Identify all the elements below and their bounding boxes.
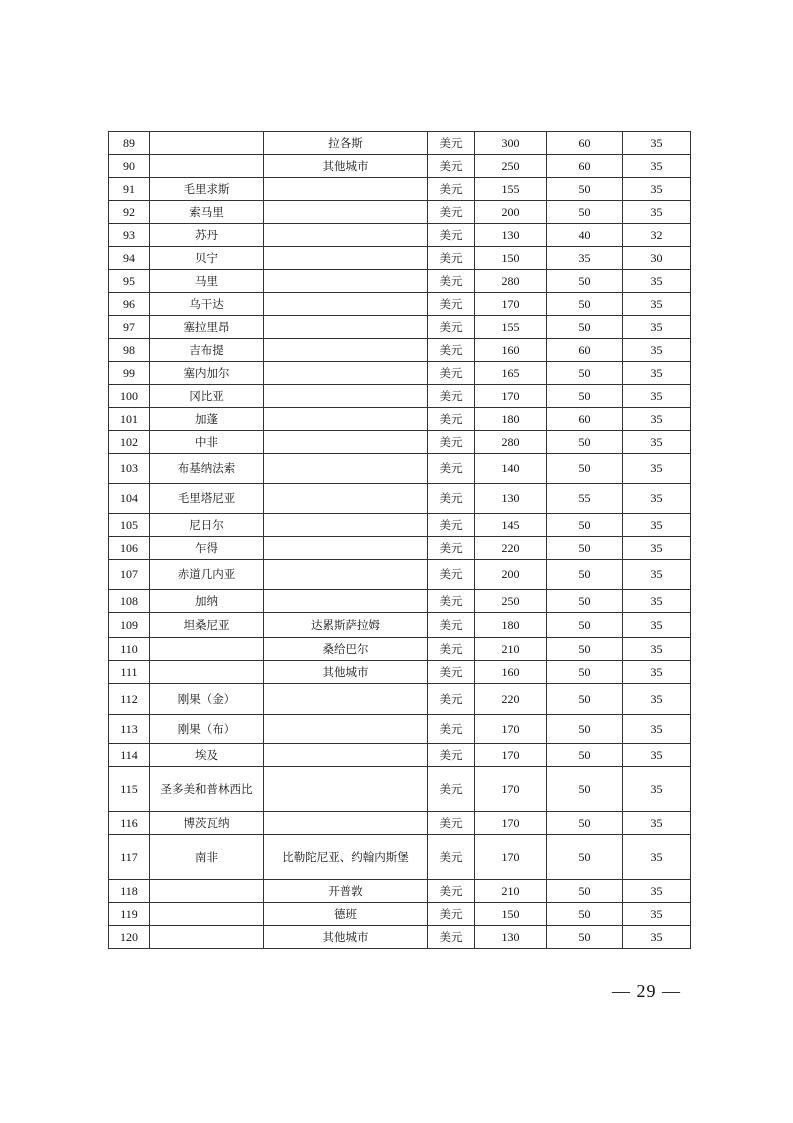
table-row [109, 339, 691, 362]
row-number: 100 [109, 385, 150, 408]
country-cell: 尼日尔 [150, 514, 264, 537]
city-cell [264, 316, 428, 339]
country-cell: 中非 [150, 431, 264, 454]
country-cell [150, 926, 264, 949]
row-number: 113 [109, 715, 150, 744]
meal-allowance-cell: 50 [547, 767, 623, 812]
row-number: 103 [109, 454, 150, 484]
accommodation-cell: 130 [475, 224, 547, 247]
currency-cell: 美元 [428, 903, 475, 926]
accommodation-cell: 250 [475, 155, 547, 178]
currency-cell: 美元 [428, 812, 475, 835]
row-number: 90 [109, 155, 150, 178]
city-cell: 其他城市 [264, 155, 428, 178]
currency-cell: 美元 [428, 661, 475, 684]
row-number: 120 [109, 926, 150, 949]
row-number: 109 [109, 613, 150, 638]
meal-allowance-cell: 50 [547, 293, 623, 316]
meal-allowance-cell: 55 [547, 484, 623, 514]
city-cell: 达累斯萨拉姆 [264, 613, 428, 638]
table-row [109, 903, 691, 926]
misc-allowance-cell: 35 [623, 385, 691, 408]
table-row [109, 560, 691, 590]
meal-allowance-cell: 50 [547, 560, 623, 590]
meal-allowance-cell: 50 [547, 661, 623, 684]
meal-allowance-cell: 50 [547, 744, 623, 767]
country-cell: 乍得 [150, 537, 264, 560]
city-cell [264, 270, 428, 293]
currency-cell: 美元 [428, 247, 475, 270]
meal-allowance-cell: 60 [547, 408, 623, 431]
row-number: 118 [109, 880, 150, 903]
page-number: — 29 — [612, 981, 681, 1001]
misc-allowance-cell: 35 [623, 638, 691, 661]
city-cell [264, 537, 428, 560]
city-cell [264, 812, 428, 835]
currency-cell: 美元 [428, 835, 475, 880]
table-row [109, 385, 691, 408]
misc-allowance-cell: 35 [623, 812, 691, 835]
row-number: 115 [109, 767, 150, 812]
row-number: 105 [109, 514, 150, 537]
table-row [109, 454, 691, 484]
country-cell: 埃及 [150, 744, 264, 767]
accommodation-cell: 210 [475, 638, 547, 661]
misc-allowance-cell: 30 [623, 247, 691, 270]
country-cell [150, 155, 264, 178]
misc-allowance-cell: 35 [623, 903, 691, 926]
meal-allowance-cell: 35 [547, 247, 623, 270]
country-cell: 刚果（金） [150, 684, 264, 715]
currency-cell: 美元 [428, 431, 475, 454]
country-cell: 南非 [150, 835, 264, 880]
city-cell: 其他城市 [264, 926, 428, 949]
meal-allowance-cell: 50 [547, 684, 623, 715]
accommodation-cell: 170 [475, 835, 547, 880]
accommodation-cell: 170 [475, 293, 547, 316]
city-cell [264, 362, 428, 385]
row-number: 107 [109, 560, 150, 590]
accommodation-cell: 250 [475, 590, 547, 613]
currency-cell: 美元 [428, 590, 475, 613]
table-row [109, 431, 691, 454]
city-cell [264, 484, 428, 514]
allowance-table [108, 131, 691, 949]
meal-allowance-cell: 50 [547, 537, 623, 560]
currency-cell: 美元 [428, 638, 475, 661]
accommodation-cell: 160 [475, 661, 547, 684]
misc-allowance-cell: 35 [623, 293, 691, 316]
country-cell: 赤道几内亚 [150, 560, 264, 590]
misc-allowance-cell: 35 [623, 715, 691, 744]
accommodation-cell: 170 [475, 812, 547, 835]
meal-allowance-cell: 50 [547, 926, 623, 949]
accommodation-cell: 180 [475, 408, 547, 431]
city-cell: 拉各斯 [264, 132, 428, 155]
accommodation-cell: 180 [475, 613, 547, 638]
currency-cell: 美元 [428, 316, 475, 339]
misc-allowance-cell: 35 [623, 132, 691, 155]
country-cell: 吉布提 [150, 339, 264, 362]
misc-allowance-cell: 35 [623, 661, 691, 684]
table-row [109, 715, 691, 744]
row-number: 99 [109, 362, 150, 385]
table-row [109, 880, 691, 903]
city-cell: 桑给巴尔 [264, 638, 428, 661]
meal-allowance-cell: 50 [547, 316, 623, 339]
table-body [109, 132, 691, 949]
country-cell [150, 880, 264, 903]
table-row [109, 362, 691, 385]
row-number: 97 [109, 316, 150, 339]
currency-cell: 美元 [428, 537, 475, 560]
row-number: 108 [109, 590, 150, 613]
currency-cell: 美元 [428, 684, 475, 715]
currency-cell: 美元 [428, 613, 475, 638]
country-cell: 坦桑尼亚 [150, 613, 264, 638]
currency-cell: 美元 [428, 454, 475, 484]
country-cell: 布基纳法索 [150, 454, 264, 484]
accommodation-cell: 150 [475, 247, 547, 270]
table-row [109, 293, 691, 316]
currency-cell: 美元 [428, 385, 475, 408]
meal-allowance-cell: 50 [547, 201, 623, 224]
misc-allowance-cell: 35 [623, 339, 691, 362]
country-cell: 加纳 [150, 590, 264, 613]
meal-allowance-cell: 50 [547, 880, 623, 903]
country-cell: 贝宁 [150, 247, 264, 270]
misc-allowance-cell: 35 [623, 926, 691, 949]
misc-allowance-cell: 35 [623, 613, 691, 638]
table-row [109, 224, 691, 247]
row-number: 94 [109, 247, 150, 270]
row-number: 114 [109, 744, 150, 767]
city-cell [264, 224, 428, 247]
accommodation-cell: 210 [475, 880, 547, 903]
meal-allowance-cell: 50 [547, 270, 623, 293]
table-row [109, 247, 691, 270]
misc-allowance-cell: 35 [623, 431, 691, 454]
accommodation-cell: 170 [475, 385, 547, 408]
country-cell: 刚果（布） [150, 715, 264, 744]
row-number: 102 [109, 431, 150, 454]
accommodation-cell: 150 [475, 903, 547, 926]
accommodation-cell: 165 [475, 362, 547, 385]
table-row [109, 661, 691, 684]
accommodation-cell: 130 [475, 926, 547, 949]
city-cell [264, 201, 428, 224]
country-cell [150, 903, 264, 926]
table-row [109, 590, 691, 613]
row-number: 112 [109, 684, 150, 715]
meal-allowance-cell: 50 [547, 613, 623, 638]
row-number: 101 [109, 408, 150, 431]
misc-allowance-cell: 35 [623, 880, 691, 903]
accommodation-cell: 155 [475, 316, 547, 339]
accommodation-cell: 170 [475, 715, 547, 744]
city-cell [264, 744, 428, 767]
table-row [109, 767, 691, 812]
misc-allowance-cell: 35 [623, 408, 691, 431]
table-row [109, 201, 691, 224]
accommodation-cell: 160 [475, 339, 547, 362]
currency-cell: 美元 [428, 484, 475, 514]
meal-allowance-cell: 60 [547, 155, 623, 178]
city-cell [264, 293, 428, 316]
currency-cell: 美元 [428, 408, 475, 431]
country-cell [150, 132, 264, 155]
row-number: 98 [109, 339, 150, 362]
accommodation-cell: 140 [475, 454, 547, 484]
meal-allowance-cell: 60 [547, 132, 623, 155]
city-cell: 德班 [264, 903, 428, 926]
meal-allowance-cell: 50 [547, 590, 623, 613]
country-cell: 加蓬 [150, 408, 264, 431]
accommodation-cell: 170 [475, 767, 547, 812]
table-row [109, 638, 691, 661]
accommodation-cell: 280 [475, 431, 547, 454]
country-cell: 毛里求斯 [150, 178, 264, 201]
meal-allowance-cell: 50 [547, 715, 623, 744]
meal-allowance-cell: 50 [547, 638, 623, 661]
meal-allowance-cell: 50 [547, 903, 623, 926]
currency-cell: 美元 [428, 560, 475, 590]
currency-cell: 美元 [428, 201, 475, 224]
row-number: 117 [109, 835, 150, 880]
row-number: 93 [109, 224, 150, 247]
row-number: 91 [109, 178, 150, 201]
city-cell [264, 590, 428, 613]
city-cell [264, 514, 428, 537]
currency-cell: 美元 [428, 880, 475, 903]
meal-allowance-cell: 50 [547, 431, 623, 454]
country-cell: 塞拉里昂 [150, 316, 264, 339]
currency-cell: 美元 [428, 270, 475, 293]
currency-cell: 美元 [428, 224, 475, 247]
currency-cell: 美元 [428, 514, 475, 537]
row-number: 106 [109, 537, 150, 560]
meal-allowance-cell: 50 [547, 514, 623, 537]
country-cell [150, 638, 264, 661]
meal-allowance-cell: 50 [547, 178, 623, 201]
city-cell [264, 684, 428, 715]
country-cell: 乌干达 [150, 293, 264, 316]
misc-allowance-cell: 35 [623, 316, 691, 339]
misc-allowance-cell: 32 [623, 224, 691, 247]
country-cell: 索马里 [150, 201, 264, 224]
table-row [109, 812, 691, 835]
city-cell: 其他城市 [264, 661, 428, 684]
misc-allowance-cell: 35 [623, 767, 691, 812]
country-cell: 毛里塔尼亚 [150, 484, 264, 514]
meal-allowance-cell: 50 [547, 454, 623, 484]
table-row [109, 316, 691, 339]
row-number: 92 [109, 201, 150, 224]
city-cell [264, 247, 428, 270]
table-row [109, 926, 691, 949]
currency-cell: 美元 [428, 155, 475, 178]
misc-allowance-cell: 35 [623, 178, 691, 201]
accommodation-cell: 200 [475, 201, 547, 224]
accommodation-cell: 220 [475, 684, 547, 715]
city-cell [264, 767, 428, 812]
currency-cell: 美元 [428, 362, 475, 385]
meal-allowance-cell: 50 [547, 385, 623, 408]
meal-allowance-cell: 50 [547, 812, 623, 835]
accommodation-cell: 200 [475, 560, 547, 590]
row-number: 104 [109, 484, 150, 514]
misc-allowance-cell: 35 [623, 201, 691, 224]
table-row [109, 514, 691, 537]
table-row [109, 408, 691, 431]
table-row [109, 613, 691, 638]
meal-allowance-cell: 50 [547, 362, 623, 385]
city-cell [264, 560, 428, 590]
table-row [109, 484, 691, 514]
city-cell [264, 385, 428, 408]
row-number: 95 [109, 270, 150, 293]
table-row [109, 132, 691, 155]
misc-allowance-cell: 35 [623, 362, 691, 385]
country-cell: 博茨瓦纳 [150, 812, 264, 835]
misc-allowance-cell: 35 [623, 590, 691, 613]
city-cell [264, 454, 428, 484]
misc-allowance-cell: 35 [623, 537, 691, 560]
city-cell: 比勒陀尼亚、约翰内斯堡 [264, 835, 428, 880]
currency-cell: 美元 [428, 767, 475, 812]
currency-cell: 美元 [428, 293, 475, 316]
country-cell: 塞内加尔 [150, 362, 264, 385]
misc-allowance-cell: 35 [623, 560, 691, 590]
accommodation-cell: 220 [475, 537, 547, 560]
misc-allowance-cell: 35 [623, 835, 691, 880]
table-row [109, 155, 691, 178]
country-cell: 马里 [150, 270, 264, 293]
city-cell [264, 339, 428, 362]
misc-allowance-cell: 35 [623, 514, 691, 537]
currency-cell: 美元 [428, 178, 475, 201]
currency-cell: 美元 [428, 926, 475, 949]
misc-allowance-cell: 35 [623, 155, 691, 178]
city-cell [264, 178, 428, 201]
country-cell: 圣多美和普林西比 [150, 767, 264, 812]
misc-allowance-cell: 35 [623, 270, 691, 293]
table-row [109, 537, 691, 560]
table-row [109, 835, 691, 880]
accommodation-cell: 170 [475, 744, 547, 767]
row-number: 111 [109, 661, 150, 684]
table-row [109, 684, 691, 715]
misc-allowance-cell: 35 [623, 684, 691, 715]
misc-allowance-cell: 35 [623, 744, 691, 767]
misc-allowance-cell: 35 [623, 454, 691, 484]
row-number: 96 [109, 293, 150, 316]
accommodation-cell: 155 [475, 178, 547, 201]
table-row [109, 270, 691, 293]
currency-cell: 美元 [428, 339, 475, 362]
accommodation-cell: 145 [475, 514, 547, 537]
misc-allowance-cell: 35 [623, 484, 691, 514]
country-cell: 苏丹 [150, 224, 264, 247]
currency-cell: 美元 [428, 715, 475, 744]
currency-cell: 美元 [428, 132, 475, 155]
country-cell [150, 661, 264, 684]
row-number: 110 [109, 638, 150, 661]
meal-allowance-cell: 60 [547, 339, 623, 362]
meal-allowance-cell: 50 [547, 835, 623, 880]
row-number: 119 [109, 903, 150, 926]
city-cell [264, 431, 428, 454]
city-cell [264, 408, 428, 431]
accommodation-cell: 300 [475, 132, 547, 155]
currency-cell: 美元 [428, 744, 475, 767]
accommodation-cell: 130 [475, 484, 547, 514]
country-cell: 冈比亚 [150, 385, 264, 408]
table-row [109, 178, 691, 201]
accommodation-cell: 280 [475, 270, 547, 293]
table-row [109, 744, 691, 767]
city-cell: 开普敦 [264, 880, 428, 903]
meal-allowance-cell: 40 [547, 224, 623, 247]
row-number: 116 [109, 812, 150, 835]
row-number: 89 [109, 132, 150, 155]
city-cell [264, 715, 428, 744]
